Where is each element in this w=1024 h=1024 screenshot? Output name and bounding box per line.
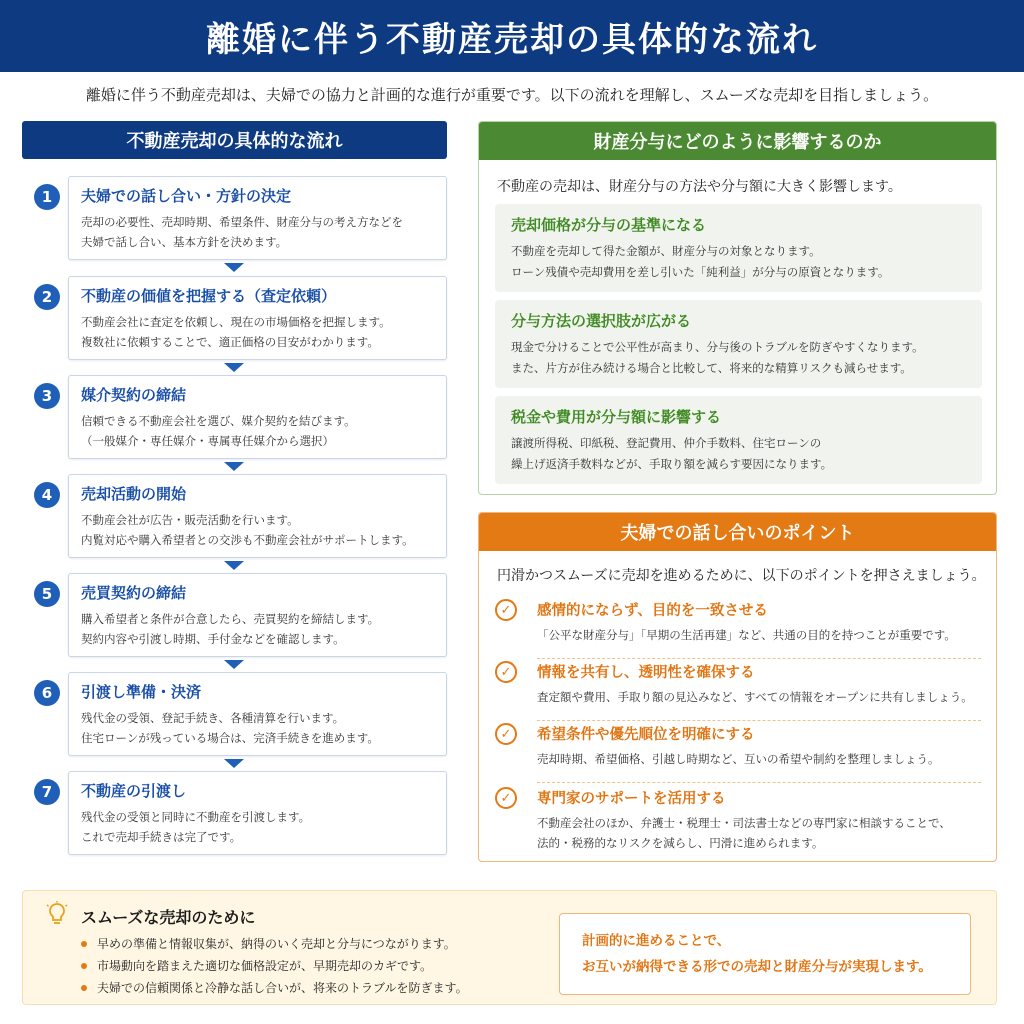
step-number-badge: 5 — [34, 581, 60, 607]
step-number-badge: 6 — [34, 680, 60, 706]
points-section-title: 夫婦での話し合いのポイント — [479, 513, 996, 551]
point-title: 専門家のサポートを活用する — [537, 791, 726, 807]
impact-card-title: 売却価格が分与の基準になる — [511, 216, 707, 234]
flow-step — [22, 176, 447, 260]
step-card — [68, 771, 447, 855]
down-arrow-icon — [224, 561, 244, 570]
flow-section-title: 不動産売却の具体的な流れ — [22, 121, 447, 159]
tips-list-item: 夫婦での信頼関係と冷静な話し合いが、将来のトラブルを防ぎます。 — [79, 977, 468, 999]
impact-card — [495, 300, 982, 388]
point-title: 感情的にならず、目的を一致させる — [537, 603, 768, 619]
tips-title: スムーズな売却のために — [81, 908, 256, 927]
check-circle-icon: ✓ — [495, 787, 517, 809]
points-section — [478, 512, 997, 862]
step-description: 残代金の受領と同時に不動産を引渡します。 これで売却手続きは完了です。 — [81, 810, 311, 844]
tips-callout: 計画的に進めることで、 お互いが納得できる形での売却と財産分与が実現します。 — [559, 913, 971, 995]
impact-card-description: 不動産を売却して得た金額が、財産分与の対象となります。 ローン残債や売却費用を差し引いた「純利益」が分与の原資となります。 — [511, 244, 890, 279]
impact-lead: 不動産の売却は、財産分与の方法や分与額に大きく影響します。 — [497, 179, 902, 195]
tips-section — [22, 890, 997, 1005]
flow-step — [22, 672, 447, 756]
lightbulb-icon — [45, 901, 69, 927]
point-description: 不動産会社のほか、弁護士・税理士・司法書士などの専門家に相談することで、 法的・税務的なリスクを減らし、円滑に進められます。 — [537, 816, 951, 850]
check-circle-icon: ✓ — [495, 723, 517, 745]
step-description: 残代金の受領、登記手続き、各種清算を行います。 住宅ローンが残っている場合は、完済手続きを進めます。 — [81, 711, 379, 745]
impact-card-title: 分与方法の選択肢が広がる — [511, 312, 692, 330]
step-description: 信頼できる不動産会社を選び、媒介契約を結びます。 （一般媒介・専任媒介・専属専任媒介から選択） — [81, 414, 356, 448]
down-arrow-icon — [224, 363, 244, 372]
impact-card-description: 譲渡所得税、印紙税、登記費用、仲介手数料、住宅ローンの 繰上げ返済手数料などが、手取り額を減らす要因になります。 — [511, 436, 833, 471]
dashed-divider — [537, 782, 981, 783]
step-title: 売却活動の開始 — [81, 485, 187, 503]
check-circle-icon: ✓ — [495, 661, 517, 683]
step-number-badge: 3 — [34, 383, 60, 409]
flow-step — [22, 771, 447, 855]
point-description: 「公平な財産分与」「早期の生活再建」など、共通の目的を持つことが重要です。 — [537, 628, 956, 642]
step-number-badge: 1 — [34, 184, 60, 210]
check-circle-icon: ✓ — [495, 599, 517, 621]
step-number-badge: 7 — [34, 779, 60, 805]
flow-step — [22, 375, 447, 459]
step-title: 媒介契約の締結 — [81, 386, 187, 404]
step-number-badge: 4 — [34, 482, 60, 508]
point-title: 情報を共有し、透明性を確保する — [537, 665, 755, 681]
page-header — [0, 0, 1024, 72]
step-card — [68, 276, 447, 360]
impact-section — [478, 121, 997, 495]
step-number-badge: 2 — [34, 284, 60, 310]
impact-card — [495, 396, 982, 484]
step-description: 不動産会社に査定を依頼し、現在の市場価格を把握します。 複数社に依頼することで、適正価格の目安がわかります。 — [81, 315, 391, 349]
point-item — [493, 721, 983, 783]
flow-step — [22, 573, 447, 657]
tips-list — [79, 933, 468, 999]
step-card — [68, 672, 447, 756]
step-description: 購入希望者と条件が合意したら、売買契約を締結します。 契約内容や引渡し時期、手付金などを確認します。 — [81, 612, 380, 646]
step-title: 引渡し準備・決済 — [81, 683, 202, 701]
step-title: 不動産の引渡し — [81, 782, 187, 800]
intro-text: 離婚に伴う不動産売却は、夫婦での協力と計画的な進行が重要です。以下の流れを理解し、スムーズな売却を目指しましょう。 — [85, 86, 939, 104]
point-description: 売却時期、希望価格、引越し時期など、互いの希望や制約を整理しましょう。 — [537, 752, 940, 766]
point-title: 希望条件や優先順位を明確にする — [537, 727, 755, 743]
step-card — [68, 474, 447, 558]
tips-list-item: 早めの準備と情報収集が、納得のいく売却と分与につながります。 — [79, 933, 468, 955]
down-arrow-icon — [224, 660, 244, 669]
step-card — [68, 573, 447, 657]
points-lead: 円滑かつスムーズに売却を進めるために、以下のポイントを押さえましょう。 — [497, 568, 986, 584]
down-arrow-icon — [224, 759, 244, 768]
step-card — [68, 176, 447, 260]
point-item — [493, 597, 983, 659]
page-title: 離婚に伴う不動産売却の具体的な流れ — [206, 19, 818, 60]
impact-card-title: 税金や費用が分与額に影響する — [511, 408, 722, 426]
tips-list-item: 市場動向を踏まえた適切な価格設定が、早期売却のカギです。 — [79, 955, 468, 977]
step-title: 夫婦での話し合い・方針の決定 — [81, 187, 292, 205]
step-title: 不動産の価値を把握する（査定依頼） — [81, 287, 337, 305]
point-item — [493, 659, 983, 721]
step-title: 売買契約の締結 — [81, 584, 187, 602]
impact-card-description: 現金で分けることで公平性が高まり、分与後のトラブルを防ぎやすくなります。 また、片方が住み続ける場合と比較して、将来的な精算リスクも減らせます。 — [511, 340, 924, 375]
step-card — [68, 375, 447, 459]
impact-card — [495, 204, 982, 292]
down-arrow-icon — [224, 263, 244, 272]
step-description: 不動産会社が広告・販売活動を行います。 内覧対応や購入希望者との交渉も不動産会社がサポートします。 — [81, 513, 414, 547]
step-description: 売却の必要性、売却時期、希望条件、財産分与の考え方などを 夫婦で話し合い、基本方針を決めます。 — [81, 215, 403, 249]
flow-step — [22, 474, 447, 558]
impact-section-title: 財産分与にどのように影響するのか — [479, 122, 996, 160]
point-item — [493, 785, 983, 857]
flow-step — [22, 276, 447, 360]
down-arrow-icon — [224, 462, 244, 471]
point-description: 査定額や費用、手取り額の見込みなど、すべての情報をオープンに共有しましょう。 — [537, 690, 973, 704]
